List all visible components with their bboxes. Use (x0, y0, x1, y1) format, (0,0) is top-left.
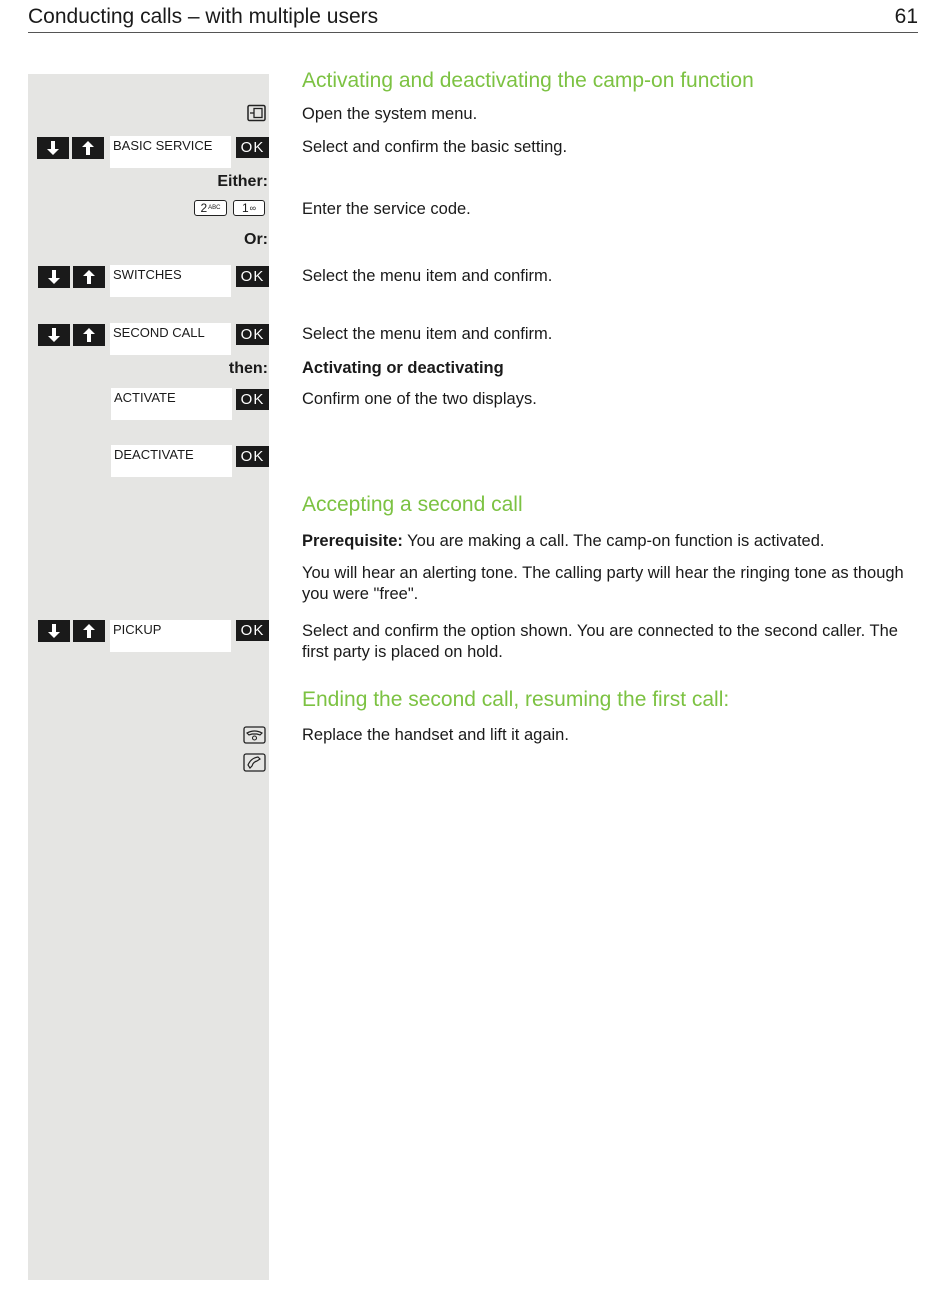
instruction-confirm-display: Confirm one of the two displays. (302, 390, 537, 408)
prerequisite-body: You are making a call. The camp-on function is activated. (402, 532, 825, 550)
arrow-down-icon[interactable] (38, 266, 70, 288)
key-1-voicemail[interactable] (233, 200, 265, 216)
arrow-down-icon[interactable] (38, 620, 70, 642)
menu-key-icon (246, 104, 268, 122)
page-number: 61 (894, 5, 918, 28)
label-either: Either: (217, 173, 268, 190)
page-header-title: Conducting calls – with multiple users (28, 5, 379, 28)
instruction-service-code: Enter the service code. (302, 200, 471, 218)
arrow-up-icon[interactable] (72, 137, 104, 159)
alerting-tone-paragraph: You will hear an alerting tone. The calling party will hear the ringing tone as though you were "free". (302, 564, 904, 603)
display-pickup: PICKUP (110, 620, 231, 652)
ok-button[interactable]: OK (236, 620, 269, 641)
display-activate: ACTIVATE (111, 388, 232, 420)
voicemail-icon: ∞ (249, 203, 257, 213)
arrow-down-icon[interactable] (38, 324, 70, 346)
key-2-letters: ABC (208, 205, 221, 211)
display-second-call: SECOND CALL (110, 323, 231, 355)
label-or: Or: (244, 231, 268, 248)
instruction-switches: Select the menu item and confirm. (302, 267, 553, 285)
display-switches: SWITCHES (110, 265, 231, 297)
instruction-open-menu: Open the system menu. (302, 105, 478, 123)
arrow-down-icon[interactable] (37, 137, 69, 159)
section-heading-ending-call: Ending the second call, resuming the first call: (302, 688, 730, 711)
handset-onhook-icon[interactable] (243, 726, 266, 744)
key-1-digit: 1 (241, 201, 249, 215)
ok-button[interactable]: OK (236, 266, 269, 287)
ok-button[interactable]: OK (236, 324, 269, 345)
prerequisite-label: Prerequisite: (302, 532, 403, 550)
section-heading-camp-on: Activating and deactivating the camp-on function (302, 69, 754, 92)
handset-offhook-icon[interactable] (243, 753, 266, 772)
instruction-basic-setting: Select and confirm the basic setting. (302, 138, 568, 156)
arrow-up-icon[interactable] (73, 266, 105, 288)
key-2-abc[interactable] (194, 200, 227, 216)
arrow-up-icon[interactable] (73, 620, 105, 642)
instruction-sidebar (28, 74, 269, 1280)
section-heading-second-call: Accepting a second call (302, 493, 523, 516)
instruction-replace-handset: Replace the handset and lift it again. (302, 726, 569, 744)
key-2-digit: 2 (200, 201, 208, 215)
header-divider (28, 32, 918, 33)
display-deactivate: DEACTIVATE (111, 445, 232, 477)
instruction-pickup: Select and confirm the option shown. You are connected to the second caller. The first party is placed on hold. (302, 622, 898, 661)
subheading-activating: Activating or deactivating (302, 359, 504, 377)
instruction-second-call: Select the menu item and confirm. (302, 325, 553, 343)
ok-button[interactable]: OK (236, 446, 269, 467)
ok-button[interactable]: OK (236, 389, 269, 410)
prerequisite-text (302, 531, 912, 552)
label-then: then: (228, 360, 268, 377)
arrow-up-icon[interactable] (73, 324, 105, 346)
ok-button[interactable]: OK (236, 137, 269, 158)
display-basic-service: BASIC SERVICE (110, 136, 231, 168)
